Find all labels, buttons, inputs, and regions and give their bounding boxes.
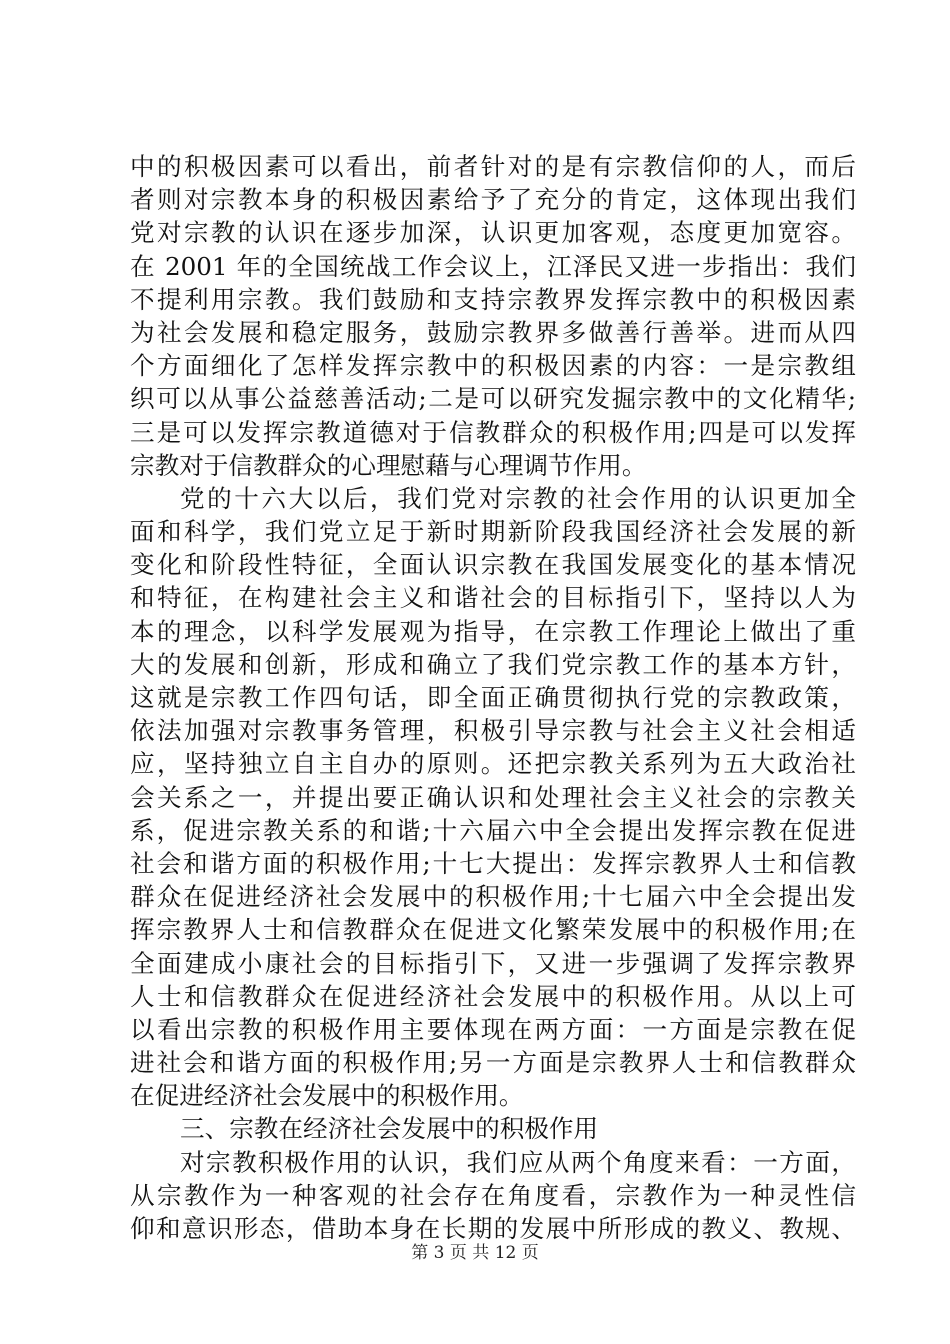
text-line: 者则对宗教本身的积极因素给予了充分的肯定，这体现出我们 <box>130 185 856 215</box>
text-line: 为社会发展和稳定服务，鼓励宗教界多做善行善举。进而从四 <box>130 317 856 347</box>
text-line: 群众在促进经济社会发展中的积极作用;十七届六中全会提出发 <box>130 882 856 912</box>
text-line: 宗教对于信教群众的心理慰藉与心理调节作用。 <box>130 450 647 480</box>
text-line: 个方面细化了怎样发挥宗教中的积极因素的内容：一是宗教组 <box>130 351 856 381</box>
paragraph-start-line: 党的十六大以后，我们党对宗教的社会作用的认识更加全 <box>180 483 856 513</box>
paragraph-start-line: 对宗教积极作用的认识，我们应从两个角度来看：一方面， <box>180 1147 856 1177</box>
text-line: 大的发展和创新，形成和确立了我们党宗教工作的基本方针， <box>130 649 856 679</box>
text-line: 仰和意识形态，借助本身在长期的发展中所形成的教义、教规、 <box>130 1214 856 1243</box>
text-line: 挥宗教界人士和信教群众在促进文化繁荣发展中的积极作用;在 <box>130 915 856 945</box>
text-line: 不提利用宗教。我们鼓励和支持宗教界发挥宗教中的积极因素 <box>130 284 856 314</box>
body-text <box>130 150 856 1245</box>
text-line: 应，坚持独立自主自办的原则。还把宗教关系列为五大政治社 <box>130 749 856 779</box>
text-line: 三是可以发挥宗教道德对于信教群众的积极作用;四是可以发挥 <box>130 417 856 447</box>
text-line: 依法加强对宗教事务管理，积极引导宗教与社会主义社会相适 <box>130 716 856 746</box>
text-line: 全面建成小康社会的目标指引下，又进一步强调了发挥宗教界 <box>130 948 856 978</box>
text-line: 本的理念，以科学发展观为指导，在宗教工作理论上做出了重 <box>130 616 856 646</box>
text-line: 会关系之一，并提出要正确认识和处理社会主义社会的宗教关 <box>130 782 856 812</box>
text-line: 中的积极因素可以看出，前者针对的是有宗教信仰的人，而后 <box>130 152 856 181</box>
text-line: 面和科学，我们党立足于新时期新阶段我国经济社会发展的新 <box>130 517 856 547</box>
text-line: 党对宗教的认识在逐步加深，认识更加客观，态度更加宽容。 <box>130 218 856 248</box>
text-line: 进社会和谐方面的积极作用;另一方面是宗教界人士和信教群众 <box>130 1048 856 1078</box>
text-line: 从宗教作为一种客观的社会存在角度看，宗教作为一种灵性信 <box>130 1180 856 1210</box>
text-line: 人士和信教群众在促进经济社会发展中的积极作用。从以上可 <box>130 981 856 1011</box>
text-line: 和特征，在构建社会主义和谐社会的目标指引下，坚持以人为 <box>130 583 856 613</box>
page-footer: 第 3 页 共 12 页 <box>411 1243 539 1263</box>
text-line: 织可以从事公益慈善活动;二是可以研究发掘宗教中的文化精华; <box>130 384 856 414</box>
text-line: 系，促进宗教关系的和谐;十六届六中全会提出发挥宗教在促进 <box>130 815 856 845</box>
text-line: 在促进经济社会发展中的积极作用。 <box>130 1081 524 1111</box>
text-line: 以看出宗教的积极作用主要体现在两方面：一方面是宗教在促 <box>130 1014 856 1044</box>
text-line: 变化和阶段性特征，全面认识宗教在我国发展变化的基本情况 <box>130 550 856 580</box>
text-line: 这就是宗教工作四句话，即全面正确贯彻执行党的宗教政策， <box>130 683 856 712</box>
section-heading: 三、宗教在经济社会发展中的积极作用 <box>180 1114 599 1144</box>
text-line: 在 2001 年的全国统战工作会议上，江泽民又进一步指出：我们 <box>130 251 856 281</box>
text-line: 社会和谐方面的积极作用;十七大提出：发挥宗教界人士和信教 <box>130 848 856 878</box>
